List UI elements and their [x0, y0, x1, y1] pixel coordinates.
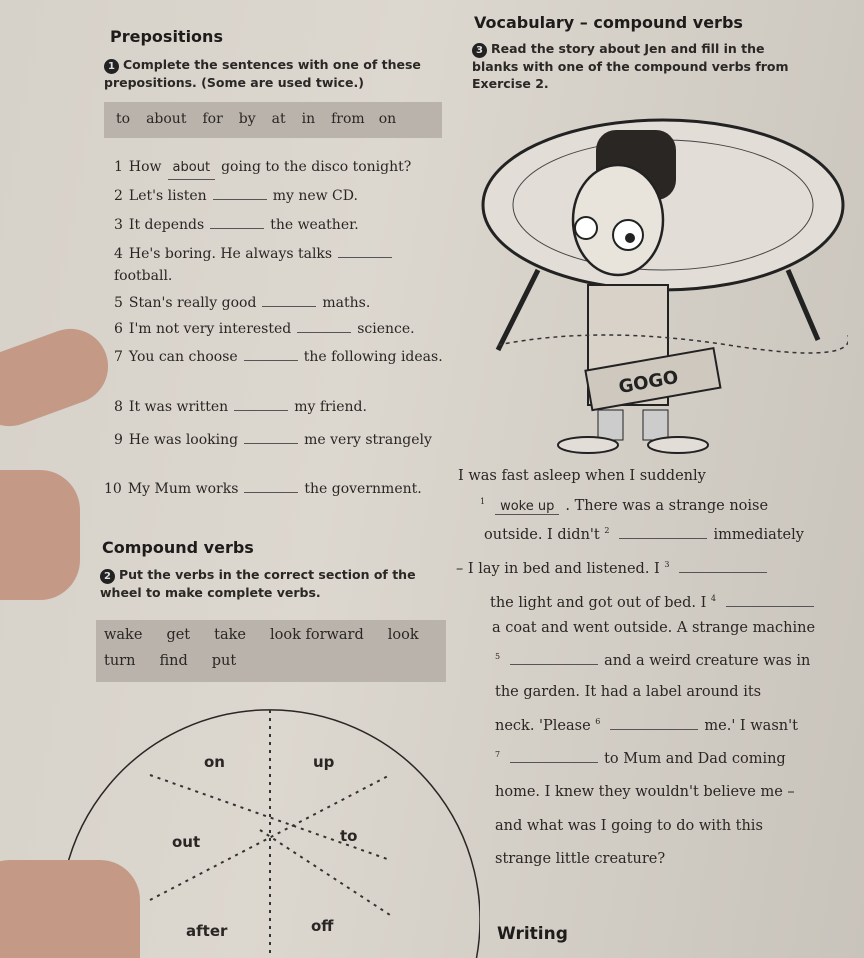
story-blank[interactable]: [726, 606, 814, 607]
story-text: to Mum and Dad coming: [604, 750, 786, 767]
story-line: [490, 594, 820, 611]
sentence-text-before: It was written: [128, 399, 229, 415]
sentence-text-before: You can choose: [128, 349, 238, 365]
sentence-item: [114, 429, 444, 451]
story-text: and a weird creature was in: [604, 652, 811, 669]
story-text: the garden. It had a label around its: [495, 684, 762, 700]
finger: [0, 860, 140, 958]
sentence-item: [114, 318, 444, 340]
sentence-text-after: going to the disco tonight?: [221, 159, 412, 175]
sentence-text-before: He's boring. He always talks: [128, 246, 333, 262]
verb-word: take: [214, 627, 246, 643]
wheel-section-to[interactable]: to: [340, 827, 358, 845]
story-text: – I lay in bed and listened. I: [456, 560, 660, 577]
story-line: [492, 620, 815, 636]
blank-number: 1: [480, 497, 486, 506]
wheel-section-out[interactable]: out: [172, 833, 201, 851]
story-line: [495, 784, 795, 800]
sentence-number: 6: [114, 321, 123, 337]
story-text: I was fast asleep when I suddenly: [458, 468, 706, 484]
story-line: [495, 851, 665, 867]
sentence-text-before: Stan's really good: [128, 295, 257, 311]
story-line: [484, 526, 804, 543]
wheel-section-off[interactable]: off: [311, 917, 334, 935]
sentence-item: [114, 346, 444, 368]
instruction-text: Read the story about Jen and fill in the blanks with one of the compound verbs from Exercise 2.: [472, 41, 789, 91]
answer-blank[interactable]: [297, 332, 351, 333]
story-blank[interactable]: [510, 762, 598, 763]
finger: [0, 318, 119, 436]
sentence-text-after: my friend.: [294, 399, 367, 415]
story-text: me.' I wasn't: [704, 717, 798, 734]
preposition-word-box: [104, 102, 442, 138]
prepositions-instruction: [104, 56, 434, 91]
blank-number: 7: [495, 750, 501, 759]
sentence-item: [104, 478, 434, 500]
sentence-item: [114, 214, 444, 236]
creature-illustration: [478, 110, 848, 460]
sentence-text-after: maths.: [322, 295, 371, 311]
sentence-number: 4: [114, 246, 123, 262]
story-blank[interactable]: woke up: [495, 499, 559, 515]
word-list: [116, 111, 412, 127]
answer-blank[interactable]: about: [168, 157, 216, 180]
instruction-text: Complete the sentences with one of these prepositions. (Some are used twice.): [104, 57, 421, 90]
sentence-text-after: the weather.: [270, 217, 359, 233]
wheel-section-after[interactable]: after: [186, 922, 228, 940]
sentence-number: 2: [114, 188, 123, 204]
story-text: home. I knew they wouldn't believe me –: [495, 784, 795, 800]
sentence-text-before: My Mum works: [127, 481, 239, 497]
verb-word: look forward: [269, 627, 364, 643]
story-line: [458, 468, 706, 484]
sentence-item: [114, 243, 444, 287]
story-line: [456, 560, 773, 577]
instruction-text: Put the verbs in the correct section of the wheel to make complete verbs.: [100, 567, 416, 600]
verb-list-row: [104, 627, 443, 643]
sentence-number: 8: [114, 399, 123, 415]
sentence-item: [114, 185, 444, 207]
prepositions-heading: Prepositions: [110, 27, 223, 46]
wheel-section-up[interactable]: up: [313, 753, 335, 771]
preposition-word: at: [271, 111, 286, 127]
story-blank[interactable]: [619, 538, 707, 539]
sentence-text-after: the government.: [304, 481, 422, 497]
verb-word: get: [166, 627, 191, 643]
exercise-number: 2: [100, 569, 115, 584]
answer-blank[interactable]: [210, 228, 264, 229]
sentence-item: [114, 396, 444, 418]
story-text: outside. I didn't: [484, 526, 600, 543]
preposition-word: in: [301, 111, 316, 127]
sentence-number: 1: [114, 159, 123, 175]
answer-blank[interactable]: [338, 257, 392, 258]
sentence-text-before: Let's listen: [128, 188, 207, 204]
sentence-number: 9: [114, 432, 123, 448]
sentence-text-after: the following ideas.: [303, 349, 443, 365]
sentence-text-before: How: [128, 159, 162, 175]
answer-blank[interactable]: [244, 492, 298, 493]
story-blank[interactable]: [679, 572, 767, 573]
verb-word: put: [211, 653, 237, 669]
story-text: and what was I going to do with this: [495, 818, 763, 834]
sentence-number: 5: [114, 295, 123, 311]
story-text: neck. 'Please: [495, 717, 591, 734]
sentence-text-before: He was looking: [128, 432, 239, 448]
creature-label: GOGO: [617, 366, 680, 399]
writing-heading: Writing: [497, 924, 568, 944]
answer-blank[interactable]: [262, 306, 316, 307]
exercise-number: 3: [472, 43, 487, 58]
story-line: [495, 652, 810, 669]
story-blank[interactable]: [510, 664, 598, 665]
verb-list-row: [104, 653, 260, 669]
story-text: a coat and went outside. A strange machine: [492, 620, 816, 636]
blank-number: 2: [604, 526, 610, 535]
preposition-word: about: [146, 111, 187, 127]
verb-word-box: [96, 620, 446, 682]
answer-blank[interactable]: [213, 199, 267, 200]
verb-word: turn: [104, 653, 136, 669]
sentence-text-before: It depends: [128, 217, 205, 233]
sentence-text-before: I'm not very interested: [128, 321, 292, 337]
answer-blank[interactable]: [244, 360, 298, 361]
blank-number: 6: [595, 717, 601, 726]
answer-blank[interactable]: [234, 410, 288, 411]
sentence-number: 7: [114, 349, 123, 365]
wheel-section-on[interactable]: on: [204, 753, 225, 771]
story-blank[interactable]: [610, 729, 698, 730]
verb-word: find: [159, 653, 188, 669]
sentence-text-after: football.: [114, 268, 173, 284]
preposition-word: on: [378, 111, 397, 127]
story-line: [495, 818, 763, 834]
sentence-text-after: my new CD.: [272, 188, 358, 204]
preposition-word: from: [331, 111, 365, 127]
story-line: [495, 750, 786, 767]
exercise-number: 1: [104, 59, 119, 74]
blank-number: 4: [710, 594, 717, 603]
compound-verbs-instruction: [100, 566, 440, 601]
vocabulary-instruction: [472, 40, 802, 92]
story-text: . There was a strange noise: [565, 497, 769, 514]
wheel-divider: [260, 830, 390, 915]
blank-number: 5: [495, 652, 501, 661]
verb-word: look: [387, 627, 419, 643]
preposition-word: for: [202, 111, 223, 127]
sentence-text-after: science.: [357, 321, 415, 337]
answer-blank[interactable]: [244, 443, 298, 444]
blank-number: 3: [664, 560, 670, 569]
story-text: immediately: [713, 526, 804, 543]
story-line: [480, 497, 768, 515]
story-text: the light and got out of bed. I: [490, 594, 707, 611]
vocabulary-heading: Vocabulary – compound verbs: [474, 13, 743, 32]
story-text: strange little creature?: [495, 851, 666, 867]
story-line: [495, 717, 798, 734]
verb-word: wake: [104, 627, 143, 643]
preposition-word: by: [238, 111, 256, 127]
story-line: [495, 684, 761, 700]
sentence-text-after: me very strangely: [304, 432, 432, 448]
sentence-item: [114, 292, 444, 314]
sentence-number: 10: [104, 481, 122, 497]
compound-verbs-heading: Compound verbs: [102, 538, 254, 557]
finger: [0, 470, 80, 600]
preposition-word: to: [116, 111, 131, 127]
sentence-number: 3: [114, 217, 123, 233]
sentence-item: [114, 156, 444, 180]
